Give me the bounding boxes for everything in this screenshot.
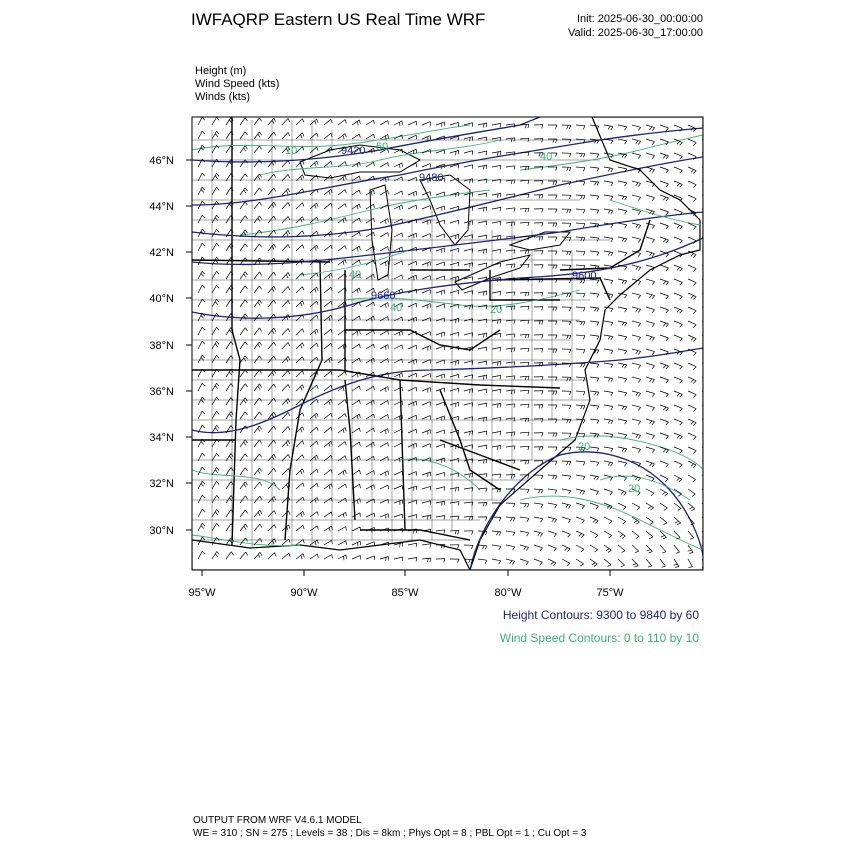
height-contours-caption: Height Contours: 9300 to 9840 by 60 xyxy=(502,608,699,622)
field-wind-speed-label: Wind Speed (kts) xyxy=(195,78,280,90)
lon-label: 80°W xyxy=(494,587,522,599)
speed-contour-label: 10 xyxy=(285,145,298,157)
lon-label: 90°W xyxy=(290,587,318,599)
height-contour-label: 9600 xyxy=(572,270,597,282)
lat-label: 32°N xyxy=(149,478,174,490)
init-time: Init: 2025-06-30_00:00:00 xyxy=(577,13,703,25)
speed-contour-label: 20 xyxy=(628,483,641,495)
speed-contour-label: 20 xyxy=(490,304,503,316)
height-contour-label: 9420 xyxy=(341,145,366,157)
field-winds-label: Winds (kts) xyxy=(195,91,250,103)
lon-labels xyxy=(188,587,624,599)
lat-labels xyxy=(149,155,174,537)
height-contour-label: 9660 xyxy=(371,290,396,302)
speed-contour-label: 20 xyxy=(578,441,591,453)
lat-label: 38°N xyxy=(149,340,174,352)
map-title: IWFAQRP Eastern US Real Time WRF xyxy=(191,10,486,29)
lon-label: 95°W xyxy=(188,587,216,599)
lat-label: 40°N xyxy=(149,293,174,305)
footer-config-line: WE = 310 ; SN = 275 ; Levels = 38 ; Dis = 8km ; Phys Opt = 8 ; PBL Opt = 1 ; Cu Opt = 3 xyxy=(193,828,587,839)
height-contour-label: 9480 xyxy=(419,172,444,184)
lon-label: 85°W xyxy=(391,587,419,599)
footer-model-line: OUTPUT FROM WRF V4.6.1 MODEL xyxy=(193,815,362,826)
lat-label: 42°N xyxy=(149,247,174,259)
speed-contour-label: 40 xyxy=(390,302,403,314)
valid-time: Valid: 2025-06-30_17:00:00 xyxy=(568,27,703,39)
lat-ticks xyxy=(186,160,192,530)
lon-ticks xyxy=(202,570,610,576)
field-height-label: Height (m) xyxy=(195,65,247,77)
wind-speed-contours-caption: Wind Speed Contours: 0 to 110 by 10 xyxy=(499,631,699,645)
lat-label: 30°N xyxy=(149,525,174,537)
lat-label: 44°N xyxy=(149,201,174,213)
lat-label: 36°N xyxy=(149,386,174,398)
speed-contour-label: 40 xyxy=(540,151,553,163)
speed-contour-label: 40 xyxy=(349,269,362,281)
lat-label: 46°N xyxy=(149,155,174,167)
speed-contour-label: 50 xyxy=(376,141,389,153)
lat-label: 34°N xyxy=(149,432,174,444)
lon-label: 75°W xyxy=(596,587,624,599)
